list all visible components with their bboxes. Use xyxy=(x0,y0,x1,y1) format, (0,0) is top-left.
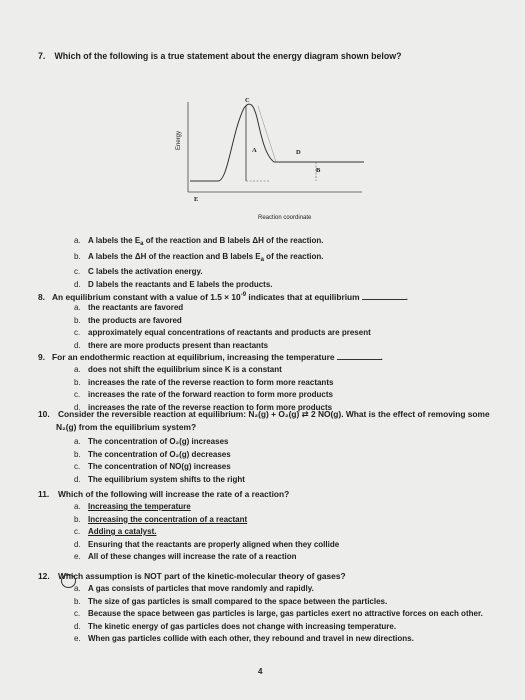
question-8-options xyxy=(74,302,517,352)
question-12-options xyxy=(74,583,517,646)
option-9d[interactable]: d. increases the rate of the reverse reaction to form more products xyxy=(74,402,333,412)
option-8d[interactable]: d. there are more products present than reactants xyxy=(74,340,269,350)
question-7-options xyxy=(74,235,517,291)
label-d: D xyxy=(296,149,301,156)
option-11c[interactable]: c. Adding a catalyst. xyxy=(74,527,157,536)
option-7c[interactable]: c. C labels the activation energy. xyxy=(74,267,203,276)
option-12a[interactable]: a. A gas consists of particles that move randomly and rapidly. xyxy=(74,584,314,593)
option-11a[interactable]: a. Increasing the temperature xyxy=(74,502,191,511)
option-8a[interactable]: a. the reactants are favored xyxy=(74,303,184,312)
question-10-options xyxy=(74,436,517,486)
option-12e[interactable]: e. When gas particles collide with each other, they rebound and travel in new directions. xyxy=(74,634,414,643)
option-8b[interactable]: b. the products are favored xyxy=(74,315,182,325)
y-axis-label: Energy xyxy=(176,130,182,150)
label-b: B xyxy=(316,167,321,174)
option-9a[interactable]: a. does not shift the equilibrium since K is a constant xyxy=(74,365,282,374)
option-7d[interactable]: d. D labels the reactants and E labels the products. xyxy=(74,279,273,289)
question-9: 9. For an endothermic reaction at equilibrium, increasing the temperature . xyxy=(38,352,383,362)
option-11d[interactable]: d. Ensuring that the reactants are properly aligned when they collide xyxy=(74,539,340,549)
answer-blank[interactable] xyxy=(362,293,406,300)
question-7 xyxy=(38,51,511,62)
option-7a[interactable]: a. A labels the $E_a$ of the reaction and B labels ΔH of the reaction. xyxy=(74,236,324,247)
energy-diagram xyxy=(166,92,366,222)
option-7b[interactable]: b. A labels the ΔH of the reaction and B labels $E_a$ of the reaction. xyxy=(74,251,324,263)
answer-blank[interactable] xyxy=(337,353,381,360)
question-10-continuation: N₂(g) from the equilibrium system? xyxy=(56,422,197,432)
option-8c[interactable]: c. approximately equal concentrations of reactants and products are present xyxy=(74,328,371,337)
option-12d[interactable]: d. The kinetic energy of gas particles does not change with increasing temperature. xyxy=(74,621,397,631)
page-number: 4 xyxy=(258,667,263,676)
question-9-options xyxy=(74,364,517,414)
label-a: A xyxy=(252,147,257,154)
question-text: Which of the following is a true statement about the energy diagram shown below? xyxy=(54,51,402,61)
option-10b[interactable]: b. The concentration of O₂(g) decreases xyxy=(74,449,231,459)
option-9b[interactable]: b. increases the rate of the reverse reaction to form more reactants xyxy=(74,377,334,387)
question-11-options xyxy=(74,501,517,564)
option-9c[interactable]: c. increases the rate of the forward reaction to form more products xyxy=(74,390,333,399)
option-10d[interactable]: d. The equilibrium system shifts to the right xyxy=(74,474,245,484)
x-axis-label: Reaction coordinate xyxy=(258,215,312,221)
question-number: 7. xyxy=(38,51,46,61)
label-e: E xyxy=(194,196,199,203)
question-10: 10. Consider the reversible reaction at equilibrium: N₂(g) + O₂(g) ⇄ 2 NO(g). What is the effect of removing some xyxy=(38,409,490,419)
question-12: 12. Which assumption is NOT part of the kinetic-molecular theory of gases? xyxy=(38,571,346,581)
option-11e[interactable]: e. All of these changes will increase the rate of a reaction xyxy=(74,552,297,561)
label-c: C xyxy=(245,97,250,104)
energy-curve xyxy=(190,104,364,181)
option-11b[interactable]: b. Increasing the concentration of a reactant xyxy=(74,514,248,524)
option-12b[interactable]: b. The size of gas particles is small compared to the space between the particles. xyxy=(74,596,388,606)
question-8: 8. An equilibrium constant with a value of $1.5 \times 10^{-9}$ indicates that at equilibrium . xyxy=(38,292,408,302)
option-10c[interactable]: c. The concentration of NO(g) increases xyxy=(74,462,231,471)
option-10a[interactable]: a. The concentration of O₂(g) increases xyxy=(74,437,229,446)
question-11: 11. Which of the following will increase the rate of a reaction? xyxy=(38,489,290,499)
option-12c[interactable]: c. Because the space between gas particles is large, gas particles exert no attractive forces on each other. xyxy=(74,609,483,618)
